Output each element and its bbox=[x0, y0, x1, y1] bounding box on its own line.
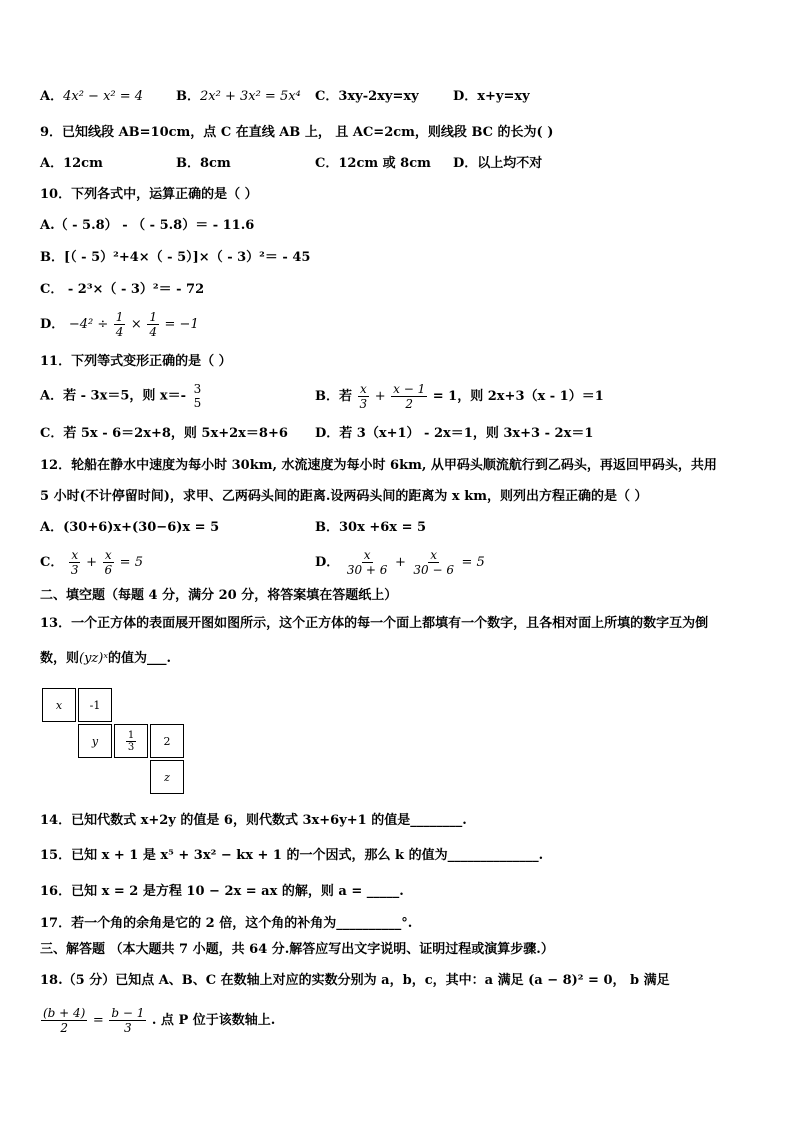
q8-c-text: 3xy-2xy=xy bbox=[338, 89, 419, 104]
q18-eq: = bbox=[92, 1013, 104, 1028]
section-3-heading: 三、解答题 （本大题共 7 小题，共 64 分.解答应写出文字说明、证明过程或演算步骤.） bbox=[40, 942, 554, 957]
q18-f1-num: (b + 4) bbox=[43, 1006, 86, 1020]
q10-d-times: × bbox=[130, 317, 142, 332]
q12-option-c[interactable] bbox=[40, 548, 143, 577]
net-cell-z: z bbox=[150, 760, 184, 794]
q11-option-d[interactable]: D．若 3（x+1） - 2x＝1，则 3x+3 - 2x＝1 bbox=[315, 426, 594, 441]
q18-line-1: 18.（5 分）已知点 A、B、C 在数轴上对应的实数分别为 a，b，c，其中：a 满足 (a − 8)² = 0， b 满足 bbox=[40, 973, 670, 988]
q18-f1-den: 2 bbox=[60, 1021, 68, 1035]
q12-c-f1-den: 3 bbox=[70, 563, 79, 577]
net-cell-x: x bbox=[42, 688, 76, 722]
q8-option-c[interactable] bbox=[315, 88, 419, 106]
q12-stem-line-1: 12．轮船在静水中速度为每小时 30km, 水流速度为每小时 6km, 从甲码头顺流航行到乙码头，再返回甲码头，共用 bbox=[40, 458, 717, 473]
q10-d-label: D． bbox=[40, 317, 65, 332]
net-one-third-fraction bbox=[126, 730, 136, 753]
q11-a-fraction bbox=[192, 382, 204, 410]
q11-b-f1-den: 3 bbox=[359, 397, 368, 411]
q10-d-rhs: = −1 bbox=[164, 317, 199, 332]
q12-d-fraction-2 bbox=[411, 548, 456, 577]
q11-b-pre: B．若 bbox=[315, 389, 352, 404]
q12-stem-line-2: 5 小时(不计停留时间)，求甲、乙两码头间的距离.设两码头间的距离为 x km，则列出方程正确的是（ ） bbox=[40, 489, 648, 504]
q8-b-label: B． bbox=[176, 89, 200, 104]
q10-d-fraction-1 bbox=[114, 310, 126, 339]
cube-net-figure bbox=[42, 688, 202, 798]
q13-line2-pre: 数，则 bbox=[40, 651, 80, 666]
q11-option-a[interactable] bbox=[40, 382, 204, 410]
net-third-den: 3 bbox=[127, 741, 135, 753]
q13-stem-line-2 bbox=[40, 650, 171, 668]
q18-post: . 点 P 位于该数轴上. bbox=[151, 1013, 276, 1028]
q12-d-f1-num: x bbox=[363, 548, 371, 562]
q18-fraction-2 bbox=[109, 1006, 146, 1035]
q8-option-b[interactable] bbox=[176, 88, 301, 106]
q8-option-a[interactable] bbox=[40, 88, 143, 106]
q12-c-fraction-2 bbox=[103, 548, 115, 577]
q12-c-plus: + bbox=[86, 555, 97, 570]
q15: 15．已知 x + 1 是 x⁵ + 3x² − kx + 1 的一个因式，那么 k 的值为______________. bbox=[40, 848, 544, 863]
q12-c-fraction-1 bbox=[69, 548, 81, 577]
q9-option-c[interactable]: C．12cm 或 8cm bbox=[315, 156, 431, 171]
q10-d-f1-num: 1 bbox=[115, 310, 124, 324]
q10-d-f2-num: 1 bbox=[149, 310, 157, 324]
q14: 14．已知代数式 x+2y 的值是 6，则代数式 3x+6y+1 的值是________. bbox=[40, 813, 467, 828]
q12-d-label: D． bbox=[315, 555, 340, 570]
q10-d-f2-den: 4 bbox=[149, 325, 157, 339]
q8-a-text: 4x² − x² = 4 bbox=[63, 89, 144, 104]
q11-option-b[interactable] bbox=[315, 382, 604, 411]
q12-c-f2-num: x bbox=[104, 548, 112, 562]
q10-option-a[interactable]: A.（ - 5.8） - （ - 5.8）＝ - 11.6 bbox=[40, 218, 255, 233]
q11-a-den: 5 bbox=[193, 396, 202, 410]
q11-b-f1-num: x bbox=[359, 382, 367, 396]
q11-option-c[interactable]: C．若 5x - 6＝2x+8，则 5x+2x＝8+6 bbox=[40, 426, 288, 441]
q11-b-f2-num: x − 1 bbox=[393, 382, 426, 396]
q10-option-d[interactable] bbox=[40, 310, 199, 339]
q10-option-b[interactable]: B．[（ - 5）²+4×（ - 5）]×（ - 3）²＝ - 45 bbox=[40, 250, 311, 265]
q10-d-f1-den: 4 bbox=[115, 325, 124, 339]
net-cell-two: 2 bbox=[150, 724, 184, 758]
q9-option-a[interactable]: A．12cm bbox=[40, 156, 103, 171]
q11-a-num: 3 bbox=[193, 382, 202, 396]
q12-c-f2-den: 6 bbox=[104, 563, 113, 577]
q18-fraction-1 bbox=[41, 1006, 87, 1035]
q12-option-d[interactable] bbox=[315, 548, 485, 577]
q12-option-b[interactable]: B．30x +6x = 5 bbox=[315, 520, 427, 535]
q12-d-plus: + bbox=[394, 555, 406, 570]
q8-d-label: D． bbox=[453, 89, 478, 104]
q11-b-fraction-1 bbox=[358, 382, 370, 411]
q13-stem-line-1: 13．一个正方体的表面展开图如图所示，这个正方体的每一个面上都填有一个数字，且各相对面上所填的数字互为倒 bbox=[40, 616, 709, 631]
net-third-num: 1 bbox=[127, 729, 135, 741]
q12-d-fraction-1 bbox=[345, 548, 390, 577]
q10-d-fraction-2 bbox=[147, 310, 159, 339]
q12-c-f1-num: x bbox=[71, 548, 79, 562]
q11-b-f2-den: 2 bbox=[405, 397, 413, 411]
q11-b-fraction-2 bbox=[391, 382, 427, 411]
q10-stem: 10．下列各式中，运算正确的是（ ） bbox=[40, 187, 258, 202]
q8-b-text: 2x² + 3x² = 5x⁴ bbox=[200, 89, 301, 104]
q8-option-d[interactable] bbox=[453, 88, 530, 106]
q18-f2-den: 3 bbox=[124, 1021, 132, 1035]
q9-option-d[interactable]: D．以上均不对 bbox=[453, 156, 543, 171]
q9-stem: 9．已知线段 AB=10cm，点 C 在直线 AB 上， 且 AC=2cm，则线段 BC 的长为( ) bbox=[40, 125, 554, 140]
q12-d-f2-den: 30 − 6 bbox=[413, 563, 454, 577]
q13-line2-post: 的值为___. bbox=[107, 651, 171, 666]
q11-a-pre: A．若 - 3x＝5，则 x＝- bbox=[40, 388, 187, 404]
q12-c-label: C． bbox=[40, 555, 64, 570]
q18-f2-num: b − 1 bbox=[111, 1006, 145, 1020]
q12-option-a[interactable]: A．(30+6)x+(30−6)x = 5 bbox=[40, 520, 220, 535]
q12-d-f2-num: x bbox=[430, 548, 438, 562]
q12-d-f1-den: 30 + 6 bbox=[346, 563, 388, 577]
q13-expression: (yz)ˣ bbox=[79, 651, 108, 666]
q11-b-plus: + bbox=[374, 389, 386, 404]
q16: 16．已知 x = 2 是方程 10 − 2x = ax 的解，则 a = _____. bbox=[40, 884, 404, 899]
q11-stem: 11．下列等式变形正确的是（ ） bbox=[40, 354, 232, 369]
q8-c-label: C． bbox=[315, 89, 339, 104]
net-cell-y: y bbox=[78, 724, 112, 758]
net-cell-one-third bbox=[114, 724, 148, 758]
q9-option-b[interactable]: B．8cm bbox=[176, 156, 231, 171]
q11-b-post: = 1，则 2x+3（x - 1）＝1 bbox=[432, 389, 604, 404]
q12-c-eq: = 5 bbox=[119, 555, 143, 570]
q10-option-c[interactable]: C． - 2³×（ - 3）²＝ - 72 bbox=[40, 282, 205, 297]
net-cell-minus-one: -1 bbox=[78, 688, 112, 722]
q17: 17．若一个角的余角是它的 2 倍，这个角的补角为__________°. bbox=[40, 916, 413, 931]
q8-a-label: A． bbox=[40, 89, 64, 104]
q18-line-2 bbox=[40, 1006, 275, 1035]
q8-d-text: x+y=xy bbox=[477, 89, 530, 104]
section-2-heading: 二、填空题（每题 4 分，满分 20 分，将答案填在答题纸上） bbox=[40, 588, 398, 603]
q12-d-eq: = 5 bbox=[461, 555, 485, 570]
q10-d-lhs: −4² ÷ bbox=[68, 317, 109, 332]
